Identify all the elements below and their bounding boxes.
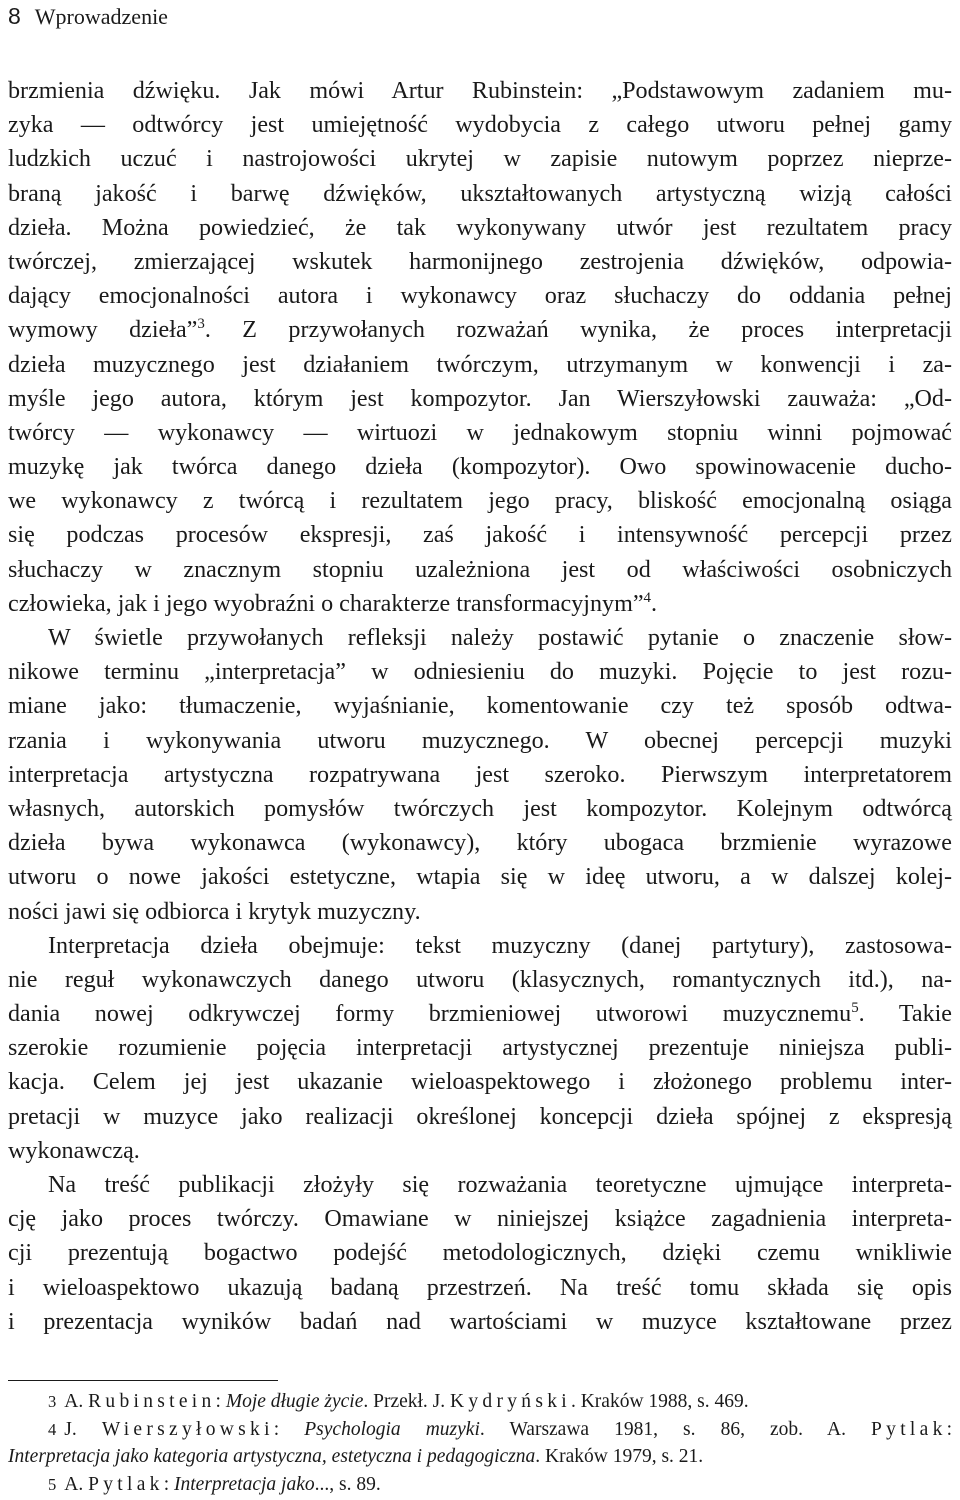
footnote-3 (8, 1388, 952, 1416)
text-line (8, 997, 952, 1031)
footnote-text: J. (64, 1418, 102, 1440)
footnote-text: . Kraków 1988, s. 469. (570, 1391, 749, 1412)
running-title: Wprowadzenie (34, 4, 168, 29)
author-name: Wierszyłowski (101, 1418, 274, 1440)
footnote-mark: 3 (48, 1392, 57, 1411)
text-line: i wieloaspektowo ukazują badaną przestrzeń. Na treść tomu składa się opis (8, 1274, 952, 1301)
text-line: Na treść publikacji złożyły się rozważania teoretyczne ujmujące interpreta- (48, 1172, 952, 1198)
footnote-text: A. (64, 1473, 89, 1495)
footnote-mark: 4 (48, 1419, 57, 1439)
text-line: dzieła. Można powiedzieć, że tak wykonywany utwór jest rezultatem pracy (8, 214, 952, 241)
text-line: szerokie rozumienie pojęcia interpretacji artystycznej prezentuje niniejsza publi- (8, 1035, 952, 1062)
footnote-text: A. (64, 1391, 89, 1412)
running-header (8, 0, 952, 32)
footnote-ref-5: 5 (851, 1000, 859, 1017)
footnote-text: : (215, 1391, 226, 1412)
text-line (8, 587, 952, 621)
main-text (8, 74, 952, 1339)
text-fragment: człowieka, jak i jego wyobraźni o charakterze transformacyjnym” (8, 590, 644, 617)
footnote-ref-3: 3 (197, 316, 205, 333)
footnote-ref-4: 4 (643, 589, 651, 606)
work-title: Interpretacja jako (174, 1473, 315, 1495)
text-line: rzania i wykonywania utworu muzycznego. W obecnej percepcji muzyki (8, 727, 952, 754)
footnote-5 (8, 1471, 952, 1499)
text-line: nikowe terminu „interpretacja” w odniesieniu do muzyki. Pojęcie to jest rozu- (8, 659, 952, 686)
text-line: ności jawi się odbiorca i krytyk muzyczny. (8, 898, 421, 925)
author-name: Pytlak (871, 1418, 947, 1440)
text-fragment: wymowy dzieła” (8, 317, 198, 344)
footnote-text: . Kraków 1979, s. 21. (535, 1446, 704, 1467)
text-line: dzieła bywa wykonawca (wykonawcy), który ubogaca brzmienie wyrazowe (8, 830, 952, 857)
footnote-text: . Warszawa 1981, s. 86, zob. A. (479, 1418, 872, 1440)
footnote-text: : (273, 1418, 305, 1440)
text-line: pretacji w muzyce jako realizacji określonej koncepcji dzieła spójnej z ekspresją (8, 1103, 952, 1130)
text-line: brzmienia dźwięku. Jak mówi Artur Rubinstein: „Podstawowym zadaniem mu- (8, 78, 952, 104)
text-line: Interpretacja dzieła obejmuje: tekst muzyczny (danej partytury), zastosowa- (48, 932, 952, 959)
text-line: cji prezentują bogactwo podejść metodologicznych, dzięki czemu wnikliwie (8, 1240, 952, 1267)
footnotes (8, 1388, 952, 1498)
text-line: własnych, autorskich pomysłów twórczych jest kompozytor. Kolejnym odtwórcą (8, 795, 952, 822)
text-fragment: . Z przywołanych rozważań wynika, że proces interpretacji (204, 317, 952, 344)
text-line: się podczas procesów ekspresji, zaś jakość i intensywność percepcji przez (8, 522, 952, 549)
text-line: twórcy — wykonawcy — wirtuozi w jednakowym stopniu winni pojmować (8, 419, 952, 446)
author-name: Pytlak (88, 1473, 164, 1495)
text-line: interpretacja artystyczna rozpatrywana jest szeroko. Pierwszym interpretatorem (8, 761, 952, 788)
text-line (8, 313, 952, 347)
text-line: kacja. Celem jej jest ukazanie wieloaspektowego i złożonego problemu inter- (8, 1069, 952, 1096)
text-fragment: . (651, 590, 658, 617)
text-line: we wykonawcy z twórcą i rezultatem jego pracy, bliskość emocjonalną osiąga (8, 488, 952, 515)
text-line: ludzkich uczuć i nastrojowości ukrytej w zapisie nutowym poprzez nieprze- (8, 146, 952, 173)
work-title: Moje długie życie (225, 1391, 364, 1412)
author-name: Rubinstein (88, 1391, 216, 1412)
footnote-text: ..., s. 89. (314, 1473, 381, 1495)
text-line: nie reguł wykonawczych danego utworu (klasycznych, romantycznych itd.), na- (8, 966, 952, 993)
footnote-mark: 5 (48, 1474, 57, 1494)
work-title: Interpretacja jako kategoria artystyczna, estetyczna i pedagogiczna (8, 1446, 536, 1467)
text-line: myśle jego autora, którym jest kompozytor. Jan Wierszyłowski zauważa: „Od- (8, 385, 952, 412)
footnote-4 (8, 1416, 952, 1444)
text-fragment: dania nowej odkrywczej formy brzmieniowej utworowi muzycznemu (8, 1001, 852, 1028)
footnote-4-continued (8, 1443, 952, 1471)
text-line: dzieła muzycznego jest działaniem twórczym, utrzymanym w konwencji i za- (8, 351, 952, 378)
text-line: dający emocjonalności autora i wykonawcy oraz słuchaczy do oddania pełnej (8, 283, 952, 310)
text-line: W świetle przywołanych refleksji należy postawić pytanie o znaczenie słow- (48, 625, 952, 651)
text-line: miane jako: tłumaczenie, wyjaśnianie, komentowanie czy też sposób odtwa- (8, 693, 952, 720)
page-number: 8 (8, 3, 21, 29)
text-line: twórczej, zmierzającej wskutek harmonijnego zestrojenia dźwięków, odpowia- (8, 248, 952, 275)
text-line: braną jakość i barwę dźwięków, ukształtowanych artystyczną wizją całości (8, 180, 952, 207)
text-line: zyka — odtwórcy jest umiejętność wydobycia z całego utworu pełnej gamy (8, 112, 952, 139)
text-line: cję jako proces twórczy. Omawiane w niniejszej książce zagadnienia interpreta- (8, 1206, 952, 1233)
text-line: wykonawczą. (8, 1137, 140, 1164)
footnote-divider (8, 1380, 278, 1381)
footnote-text: : (163, 1473, 174, 1495)
text-fragment: . Takie (858, 1001, 953, 1028)
text-line: słuchaczy w znacznym stopniu uzależniona jest od właściwości osobniczych (8, 556, 952, 583)
footnote-text: : (946, 1418, 953, 1440)
work-title: Psychologia muzyki (304, 1418, 480, 1440)
text-line: muzykę jak twórca danego dzieła (kompozytor). Owo spowinowacenie ducho- (8, 454, 952, 481)
text-line: utworu o nowe jakości estetyczne, wtapia się w ideę utworu, a w dalszej kolej- (8, 864, 952, 891)
footnote-text: . Przekł. J. (363, 1391, 451, 1412)
text-line: i prezentacja wyników badań nad wartościami w muzyce kształtowane przez (8, 1308, 952, 1335)
translator-name: Kydryński (450, 1391, 571, 1412)
